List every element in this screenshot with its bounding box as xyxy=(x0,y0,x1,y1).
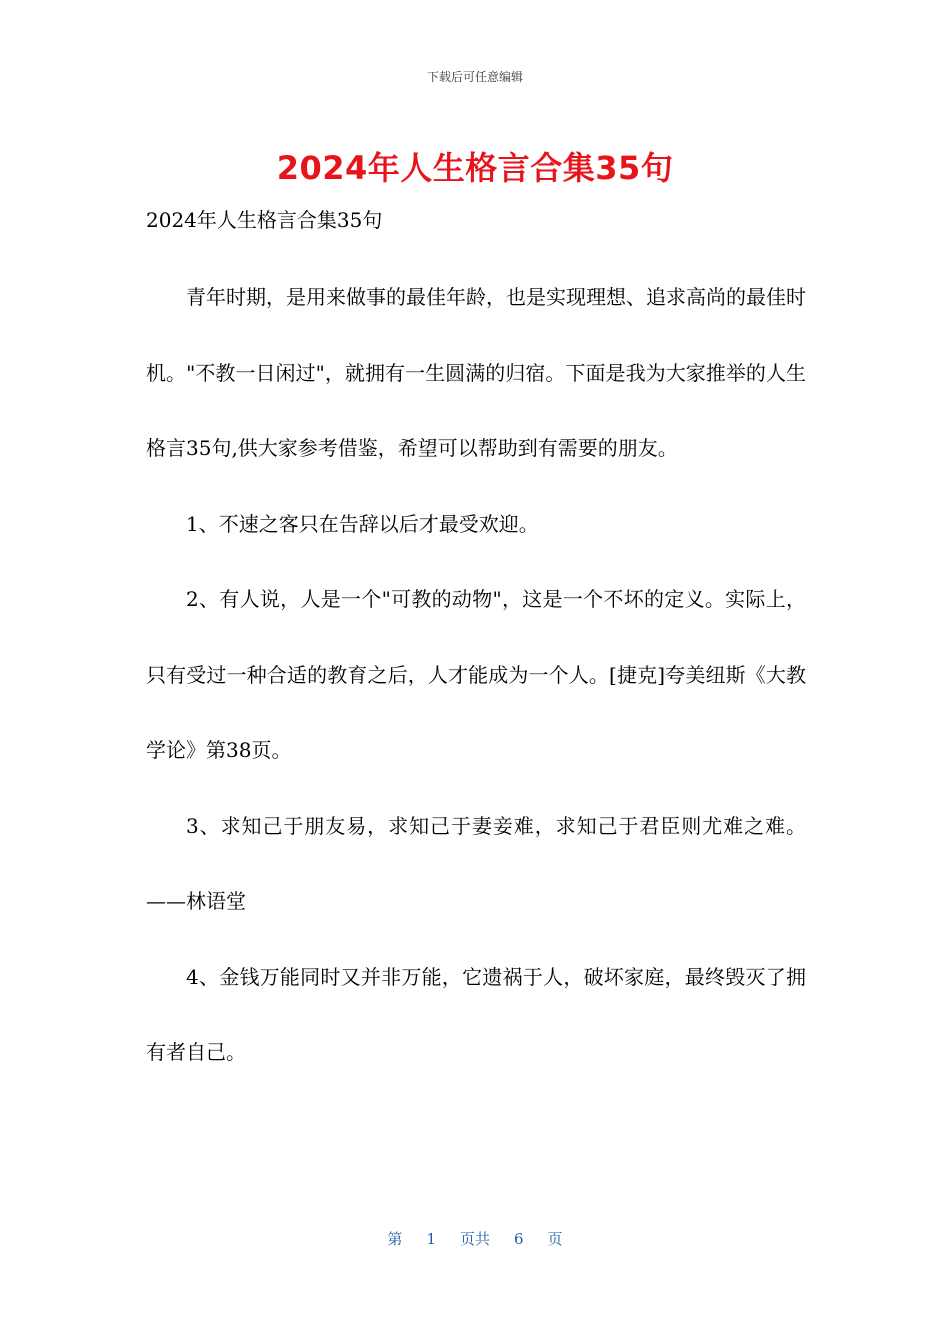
footer-suffix: 页 xyxy=(547,1230,563,1248)
document-title: 2024年人生格言合集35句 xyxy=(276,149,674,187)
page-footer xyxy=(0,1228,950,1249)
paragraph-quote-2: 2、有人说，人是一个"可教的动物"，这是一个不坏的定义。实际上，只有受过一种合适的教育之后，人才能成为一个人。[捷克]夸美纽斯《大教学论》第38页。 xyxy=(146,587,806,762)
paragraph-quote-4: 4、金钱万能同时又并非万能，它遗祸于人，破坏家庭，最终毁灭了拥有者自己。 xyxy=(146,964,806,1064)
paragraph-intro: 青年时期，是用来做事的最佳年龄，也是实现理想、追求高尚的最佳时机。"不教一日闲过"，就拥有一生圆满的归宿。下面是我为大家推举的人生格言35句,供大家参考借鉴，希望可以帮助到有需要的朋友。 xyxy=(146,285,806,460)
footer-current-page: 1 xyxy=(426,1230,436,1248)
footer-middle: 页共 xyxy=(459,1230,490,1248)
header-note: 下载后可任意编辑 xyxy=(426,70,523,84)
footer-prefix: 第 xyxy=(387,1230,403,1248)
document-body xyxy=(146,260,806,1091)
document-subtitle: 2024年人生格言合集35句 xyxy=(146,208,383,232)
footer-total-pages: 6 xyxy=(514,1230,524,1248)
paragraph-quote-3: 3、求知己于朋友易，求知己于妻妾难，求知己于君臣则尤难之难。——林语堂 xyxy=(146,813,806,913)
paragraph-quote-1: 1、不速之客只在告辞以后才最受欢迎。 xyxy=(186,511,539,536)
